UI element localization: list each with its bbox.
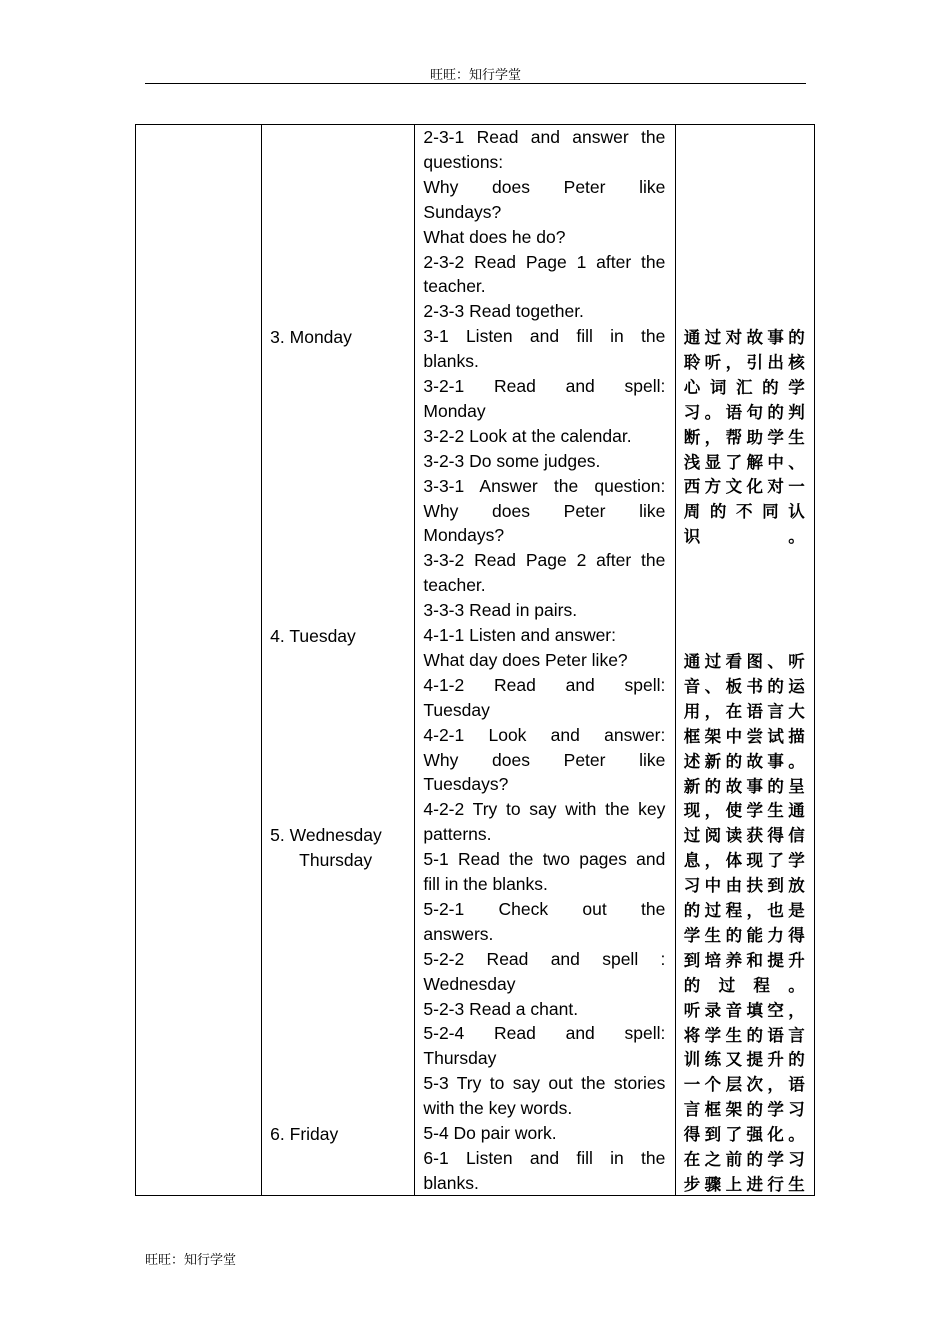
steps-cell (415, 125, 675, 1196)
header-rule (145, 83, 806, 84)
step-line: 4-2-2 Try to say with the key (423, 799, 666, 820)
purpose-line: 将学生的语言 (683, 1025, 805, 1045)
step-line: 5-2-2 Read and spell : (423, 948, 666, 969)
step-line: teacher. (423, 575, 486, 596)
purpose-line: 浅显了解中、 (683, 452, 805, 472)
purpose-line: 习中由扶到放 (683, 876, 805, 896)
purpose-line: 听录音填空， (683, 1000, 805, 1020)
purpose-line: 的过程。 (683, 975, 805, 995)
lesson-plan-table (135, 124, 815, 1196)
table-row (136, 125, 815, 1196)
purpose-line: 识。 (683, 527, 805, 547)
purpose-line: 述新的故事。 (683, 751, 805, 771)
stage-friday: 6. Friday (270, 1124, 339, 1144)
purpose-line: 心词汇的学 (683, 377, 805, 397)
purpose-line: 西方文化对一 (683, 477, 805, 497)
stage-wednesday: 5. Wednesday (270, 825, 382, 845)
step-line: 3-2-2 Look at the calendar. (423, 425, 632, 446)
step-line: answers. (423, 923, 494, 944)
page-footer: 旺旺：知行学堂 (145, 1253, 237, 1268)
purpose-line: 到培养和提升 (683, 950, 805, 970)
step-line: 4-1-2 Read and spell: (423, 674, 666, 695)
stage-thursday: Thursday (299, 850, 373, 870)
step-line: 4-2-1 Look and answer: (423, 724, 666, 745)
step-line: 6-1 Listen and fill in the (423, 1147, 666, 1168)
step-line: 2-3-1 Read and answer the (423, 127, 666, 147)
step-line: 5-2-3 Read a chant. (423, 998, 579, 1019)
purpose-line: 新的故事的呈 (683, 776, 805, 796)
step-line: Why does Peter like (423, 176, 666, 197)
step-line: 3-3-2 Read Page 2 after the (423, 550, 666, 571)
step-line: 5-2-1 Check out the (423, 898, 666, 919)
step-line: fill in the blanks. (423, 874, 548, 894)
purpose-line: 通过看图、听 (683, 652, 805, 671)
step-line: Tuesday (423, 699, 490, 720)
step-line: Monday (423, 400, 486, 421)
purpose-line: 现，使学生通 (683, 801, 805, 821)
step-line: Why does Peter like (423, 500, 666, 521)
step-line: 5-2-4 Read and spell: (423, 1023, 666, 1044)
purpose-line: 息，体现了学 (683, 851, 805, 871)
step-line: questions: (423, 151, 504, 172)
purpose-line: 训练又提升的 (683, 1050, 805, 1070)
step-line: Thursday (423, 1048, 497, 1069)
step-line: 4-1-1 Listen and answer: (423, 625, 617, 645)
step-line: 2-3-3 Read together. (423, 301, 584, 322)
step-line: 5-3 Try to say out the stories (423, 1073, 666, 1094)
step-line: patterns. (423, 824, 492, 845)
step-line: Mondays? (423, 525, 505, 546)
purpose-line: 言框架的学习 (683, 1100, 805, 1120)
step-line: What does he do? (423, 226, 566, 247)
purpose-line: 音、板书的运 (683, 676, 805, 696)
step-line: blanks. (423, 351, 479, 372)
step-line: 3-3-3 Read in pairs. (423, 600, 578, 621)
step-line: 2-3-2 Read Page 1 after the (423, 251, 666, 272)
purpose-line: 在之前的学习 (683, 1150, 805, 1169)
purpose-line: 得到了强化。 (683, 1125, 805, 1145)
purpose-line: 的过程，也是 (683, 901, 805, 920)
step-line: 3-2-3 Do some judges. (423, 450, 601, 471)
step-line: Tuesdays? (423, 774, 509, 795)
step-line: Why does Peter like (423, 749, 666, 770)
purpose-line: 步骤上进行生 (683, 1174, 805, 1194)
step-line: 5-1 Read the two pages and (423, 849, 666, 870)
purpose-line: 周的不同认 (683, 502, 805, 522)
stage-cell (262, 125, 415, 1196)
purpose-line: 过阅读获得信 (683, 826, 805, 846)
stage-tuesday: 4. Tuesday (270, 626, 356, 646)
step-line: What day does Peter like? (423, 649, 628, 670)
purpose-line: 聆听，引出核 (683, 352, 805, 372)
step-line: teacher. (423, 276, 486, 297)
purpose-line: 断，帮助学生 (683, 427, 805, 447)
stage-monday: 3. Monday (270, 327, 352, 347)
page-header: 旺旺：知行学堂 (429, 68, 521, 83)
purpose-line: 习。语句的判 (683, 402, 805, 422)
purpose-line: 学生的能力得 (683, 925, 805, 945)
step-line: 3-2-1 Read and spell: (423, 376, 666, 396)
purpose-line: 用，在语言大 (683, 701, 805, 721)
purpose-cell (675, 125, 814, 1196)
step-line: with the key words. (423, 1098, 573, 1119)
step-line: Sundays? (423, 201, 502, 222)
step-line: 3-1 Listen and fill in the (423, 326, 666, 347)
purpose-line: 一个层次，语 (683, 1075, 805, 1095)
step-line: Wednesday (423, 973, 516, 994)
phase-cell (136, 125, 262, 1196)
step-line: blanks. (423, 1172, 479, 1193)
step-line: 3-3-1 Answer the question: (423, 475, 666, 496)
step-line: 5-4 Do pair work. (423, 1123, 557, 1143)
purpose-line: 通过对故事的 (683, 328, 805, 347)
purpose-line: 框架中尝试描 (683, 726, 805, 746)
